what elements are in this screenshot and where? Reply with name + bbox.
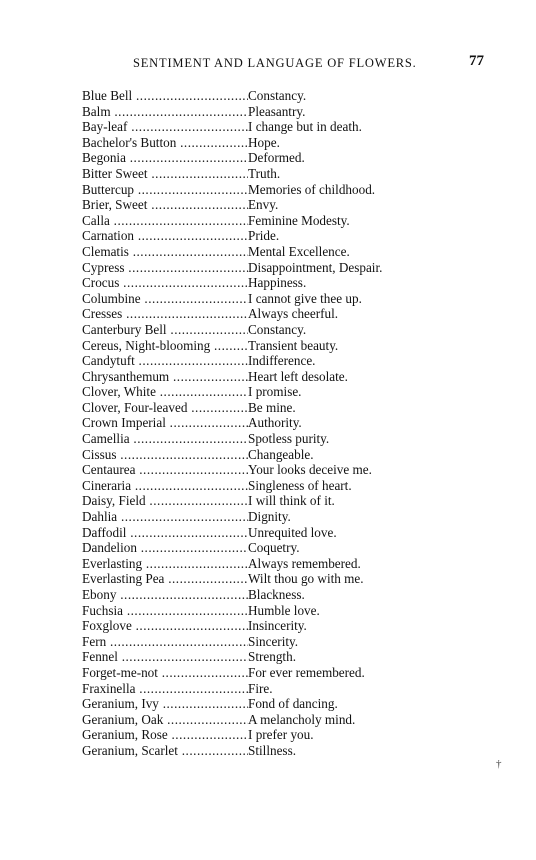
list-item [82,431,482,447]
flower-name: Carnation ..... [82,228,248,244]
flower-name: Chrysanthemum ..... [82,369,248,385]
list-item [82,447,482,463]
flower-meaning: Mental Excellence. [248,243,350,259]
list-item [82,135,482,151]
flower-name: Cresses ..... [82,306,248,322]
list-item [82,213,482,229]
list-item [82,415,482,431]
flower-meaning: Transient beauty. [248,337,339,353]
list-item [82,509,482,525]
flower-name: Everlasting ..... [82,556,248,572]
flower-meaning: Fond of dancing. [248,696,338,712]
flower-meaning: I will think of it. [248,493,335,509]
list-item [82,150,482,166]
flower-meaning: Spotless purity. [248,431,330,447]
flower-meaning: Fire. [248,680,273,696]
flower-meaning: Stillness. [248,742,296,758]
flower-meaning: Always cheerful. [248,306,339,322]
flower-name: Daisy, Field ..... [82,493,248,509]
flower-meaning: I cannot give thee up. [248,290,362,306]
list-item [82,322,482,338]
flower-meaning: Dignity. [248,509,291,525]
flower-meaning: Pleasantry. [248,103,306,119]
flower-meaning: I promise. [248,384,302,400]
flower-name: Fuchsia ..... [82,603,248,619]
flower-meaning: Envy. [248,197,279,213]
flower-meaning: Be mine. [248,399,296,415]
flower-name: Daffodil ..... [82,525,248,541]
flower-name: Cissus ..... [82,447,248,463]
flower-name: Clematis ..... [82,244,248,260]
flower-name: Fraxinella ..... [82,681,248,697]
flower-meaning: Truth. [248,165,281,181]
list-item [82,384,482,400]
flower-name: Ebony ..... [82,587,248,603]
flower-name: Cineraria ..... [82,478,248,494]
flower-meaning: Hope. [248,134,280,150]
flower-name: Canterbury Bell ..... [82,322,248,338]
flower-name: Columbine ..... [82,291,248,307]
list-item [82,182,482,198]
flower-name: Bachelor's Button ..... [82,135,248,151]
flower-meaning: Constancy. [248,88,307,103]
list-item [82,478,482,494]
flower-name: Clover, White ..... [82,384,248,400]
flower-meaning: I prefer you. [248,727,314,743]
flower-meaning: Humble love. [248,602,320,618]
flower-meaning: Blackness. [248,587,305,602]
flower-meaning: For ever remembered. [248,664,365,680]
list-item [82,587,482,603]
flower-meaning: Happiness. [248,275,307,291]
list-item [82,400,482,416]
list-item [82,291,482,307]
list-item [82,197,482,213]
list-item [82,462,482,478]
flower-name: Candytuft ..... [82,353,248,369]
flower-meaning: Sincerity. [248,633,299,649]
list-item [82,634,482,650]
flower-meaning: Coquetry. [248,540,300,556]
flower-name: Cypress ..... [82,260,248,276]
list-item [82,712,482,728]
list-item [82,166,482,182]
flower-meaning: Singleness of heart. [248,477,352,493]
ink-mark: † [496,758,502,770]
flower-name: Bitter Sweet ..... [82,166,248,182]
list-item [82,743,482,759]
flower-name: Crocus ..... [82,275,248,291]
flower-meaning: Indifference. [248,353,316,369]
flower-name: Balm ..... [82,104,248,120]
list-item [82,338,482,354]
flower-name: Buttercup ..... [82,182,248,198]
flower-meaning-list [82,88,482,759]
list-item [82,493,482,509]
flower-meaning: Your looks deceive me. [248,462,372,478]
flower-meaning: Strength. [248,649,296,665]
flower-name: Geranium, Ivy ..... [82,696,248,712]
flower-meaning: Insincerity. [248,618,307,634]
flower-meaning: Authority. [248,415,302,431]
running-title: SENTIMENT AND LANGUAGE OF FLOWERS. [133,56,417,70]
flower-name: Brier, Sweet ..... [82,197,248,213]
flower-meaning: Deformed. [248,150,305,166]
flower-name: Dandelion ..... [82,540,248,556]
flower-meaning: Unrequited love. [248,524,337,540]
list-item [82,525,482,541]
list-item [82,306,482,322]
list-item [82,260,482,276]
flower-meaning: Changeable. [248,446,314,462]
flower-meaning: Pride. [248,228,280,244]
flower-name: Fern ..... [82,634,248,650]
flower-meaning: Constancy. [248,321,307,337]
flower-name: Camellia ..... [82,431,248,447]
list-item [82,369,482,385]
list-item [82,727,482,743]
flower-name: Fennel ..... [82,649,248,665]
list-item [82,244,482,260]
flower-name: Calla ..... [82,213,248,229]
flower-name: Geranium, Oak ..... [82,712,248,728]
list-item [82,556,482,572]
flower-name: Dahlia ..... [82,509,248,525]
flower-meaning: Always remembered. [248,555,361,571]
flower-name: Geranium, Rose ..... [82,727,248,743]
list-item [82,649,482,665]
list-item [82,119,482,135]
flower-name: Forget-me-not ..... [82,665,248,681]
list-item [82,104,482,120]
flower-name: Bay-leaf ..... [82,119,248,135]
list-item [82,618,482,634]
flower-meaning: I change but in death. [248,119,362,135]
list-item [82,275,482,291]
flower-name: Geranium, Scarlet ..... [82,743,248,759]
flower-name: Cereus, Night-blooming ..... [82,338,248,354]
list-item [82,353,482,369]
list-item [82,540,482,556]
flower-name: Begonia ..... [82,150,248,166]
flower-name: Foxglove ..... [82,618,248,634]
flower-name: Everlasting Pea ..... [82,571,248,587]
flower-meaning: A melancholy mind. [248,711,356,727]
list-item [82,88,482,104]
page-number: 77 [469,53,484,69]
flower-meaning: Wilt thou go with me. [248,571,364,587]
flower-meaning: Memories of childhood. [248,181,376,197]
flower-meaning: Disappointment, Despair. [248,259,383,275]
list-item [82,681,482,697]
flower-name: Centaurea ..... [82,462,248,478]
flower-meaning: Feminine Modesty. [248,212,350,228]
list-item [82,696,482,712]
flower-name: Blue Bell ..... [82,88,248,104]
list-item [82,228,482,244]
list-item [82,603,482,619]
list-item [82,665,482,681]
list-item [82,571,482,587]
flower-name: Clover, Four-leaved ..... [82,400,248,416]
flower-meaning: Heart left desolate. [248,368,348,384]
flower-name: Crown Imperial ..... [82,415,248,431]
